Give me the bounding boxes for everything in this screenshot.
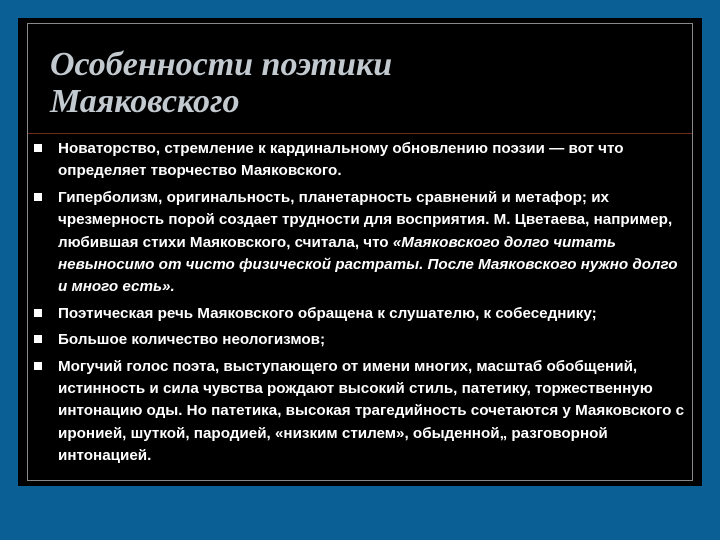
bullet-marker-icon — [34, 309, 42, 317]
bullet-text: Гиперболизм, оригинальность, планетарность сравнений и метафор; их чрезмерность порой создает трудности для восприятия. М. Цветаева, например, любившая стихи Маяковского, считала, что — [58, 188, 673, 251]
title-divider — [28, 133, 692, 134]
bullet-marker-icon — [34, 335, 42, 343]
bullet-marker-icon — [34, 193, 42, 201]
slide — [18, 18, 702, 486]
title-line-1: Особенности поэтики — [50, 46, 393, 83]
bullet-item — [30, 329, 688, 351]
bullet-text: Большое количество неологизмов; — [58, 331, 326, 349]
bullet-item — [30, 187, 688, 299]
slide-title — [50, 46, 392, 120]
bullet-marker-icon — [34, 362, 42, 370]
title-line-2: Маяковского — [50, 83, 240, 120]
bullet-text: Новаторство, стремление к кардинальному обновлению поэзии — вот что определяет творчество Маяковского. — [58, 140, 624, 180]
bullet-item — [30, 303, 688, 325]
bullet-item — [30, 138, 688, 183]
bullet-text: Могучий голос поэта, выступающего от имени многих, масштаб обобщений, истинность и сила чувства рождают высокий стиль, патетику, торжественную интонацию оды. Но патетика, высокая трагедийность сочетаются у Маяковского с иронией, шуткой, пародией, «низким стилем», обыденной„ разговорной интонацией. — [58, 357, 685, 465]
bullet-text: Поэтическая речь Маяковского обращена к слушателю, к собеседнику; — [58, 304, 597, 322]
bullet-list — [30, 138, 688, 472]
bullet-item — [30, 356, 688, 468]
bullet-marker-icon — [34, 144, 42, 152]
bullet-quote: «Маяковского долго читать невыносимо от чисто физической растраты. После Маяковского нужно долго и много есть» — [58, 233, 678, 296]
bullet-quote-tail: . — [170, 278, 175, 296]
